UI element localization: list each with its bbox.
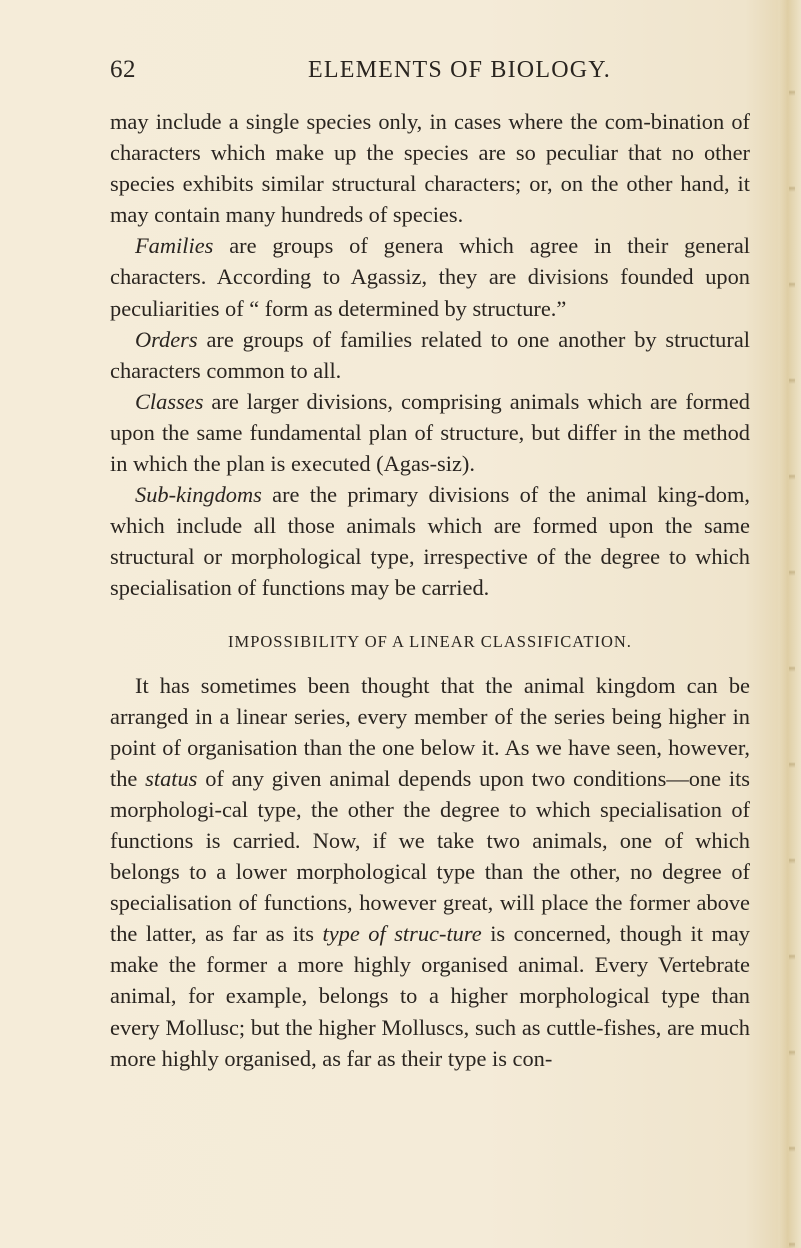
- paragraph-text: is concerned, though it may make the former a more highly organised animal. Every Vertebrate animal, for example, belongs to a higher morphological type than every Mollusc; but the higher Molluscs, such as cuttle-fishes, are much more highly organised, as far as their type is con-: [110, 921, 750, 1071]
- paragraph-text: are groups of families related to one another by structural characters common to all.: [110, 326, 750, 383]
- page-header: [110, 56, 750, 86]
- paragraph-continuation: [110, 106, 750, 230]
- paragraph-orders: [110, 324, 750, 386]
- paragraph-text: may include a single species only, in cases where the com-bination of characters which make up the species are so peculiar that no other species exhibits similar structural characters; or, on the other hand, it may contain many hundreds of species.: [110, 109, 750, 228]
- term-orders: Orders: [135, 326, 198, 352]
- term-classes: Classes: [135, 388, 204, 414]
- page-edge-marks: [789, 0, 795, 1248]
- paragraph-text: are groups of genera which agree in their general characters. According to Agassiz, they are divisions founded upon peculiarities of “ form as determined by structure.”: [110, 233, 750, 321]
- italic-status: status: [145, 765, 198, 791]
- paragraph-text: are the primary divisions of the animal king-dom, which include all those animals which are formed upon the same structural or morphological type, irrespective of the degree to which specialisation of functions may be carried.: [110, 482, 750, 601]
- paragraph-sub-kingdoms: [110, 479, 750, 603]
- paragraph-text: It has sometimes been thought that the animal kingdom can be arranged in a linear series, every member of the series being higher in point of organisation than the one below it. As we have seen, however, the: [110, 672, 750, 791]
- term-families: Families: [135, 233, 214, 259]
- paragraph-linear-classification: [110, 670, 750, 1074]
- paragraph-text: are larger divisions, comprising animals which are formed upon the same fundamental plan of structure, but differ in the method in which the plan is executed (Agas-siz).: [110, 388, 750, 477]
- paragraph-text: of any given animal depends upon two conditions—one its morphologi-cal type, the other the degree to which specialisation of functions is carried. Now, if we take two animals, one of which belongs to a lower morphological type than the other, no degree of specialisation of functions, however great, will place the former above the latter, as far as its: [110, 765, 751, 947]
- page-number: 62: [110, 56, 136, 83]
- paragraph-families: [110, 230, 750, 323]
- body-text: [110, 106, 750, 1074]
- term-sub-kingdoms: Sub-kingdoms: [135, 482, 262, 508]
- section-heading: IMPOSSIBILITY OF A LINEAR CLASSIFICATION.: [228, 631, 632, 651]
- running-title: ELEMENTS OF BIOLOGY.: [308, 57, 611, 83]
- italic-type-of-structure: type of struc-ture: [322, 921, 482, 947]
- paragraph-classes: [110, 386, 750, 479]
